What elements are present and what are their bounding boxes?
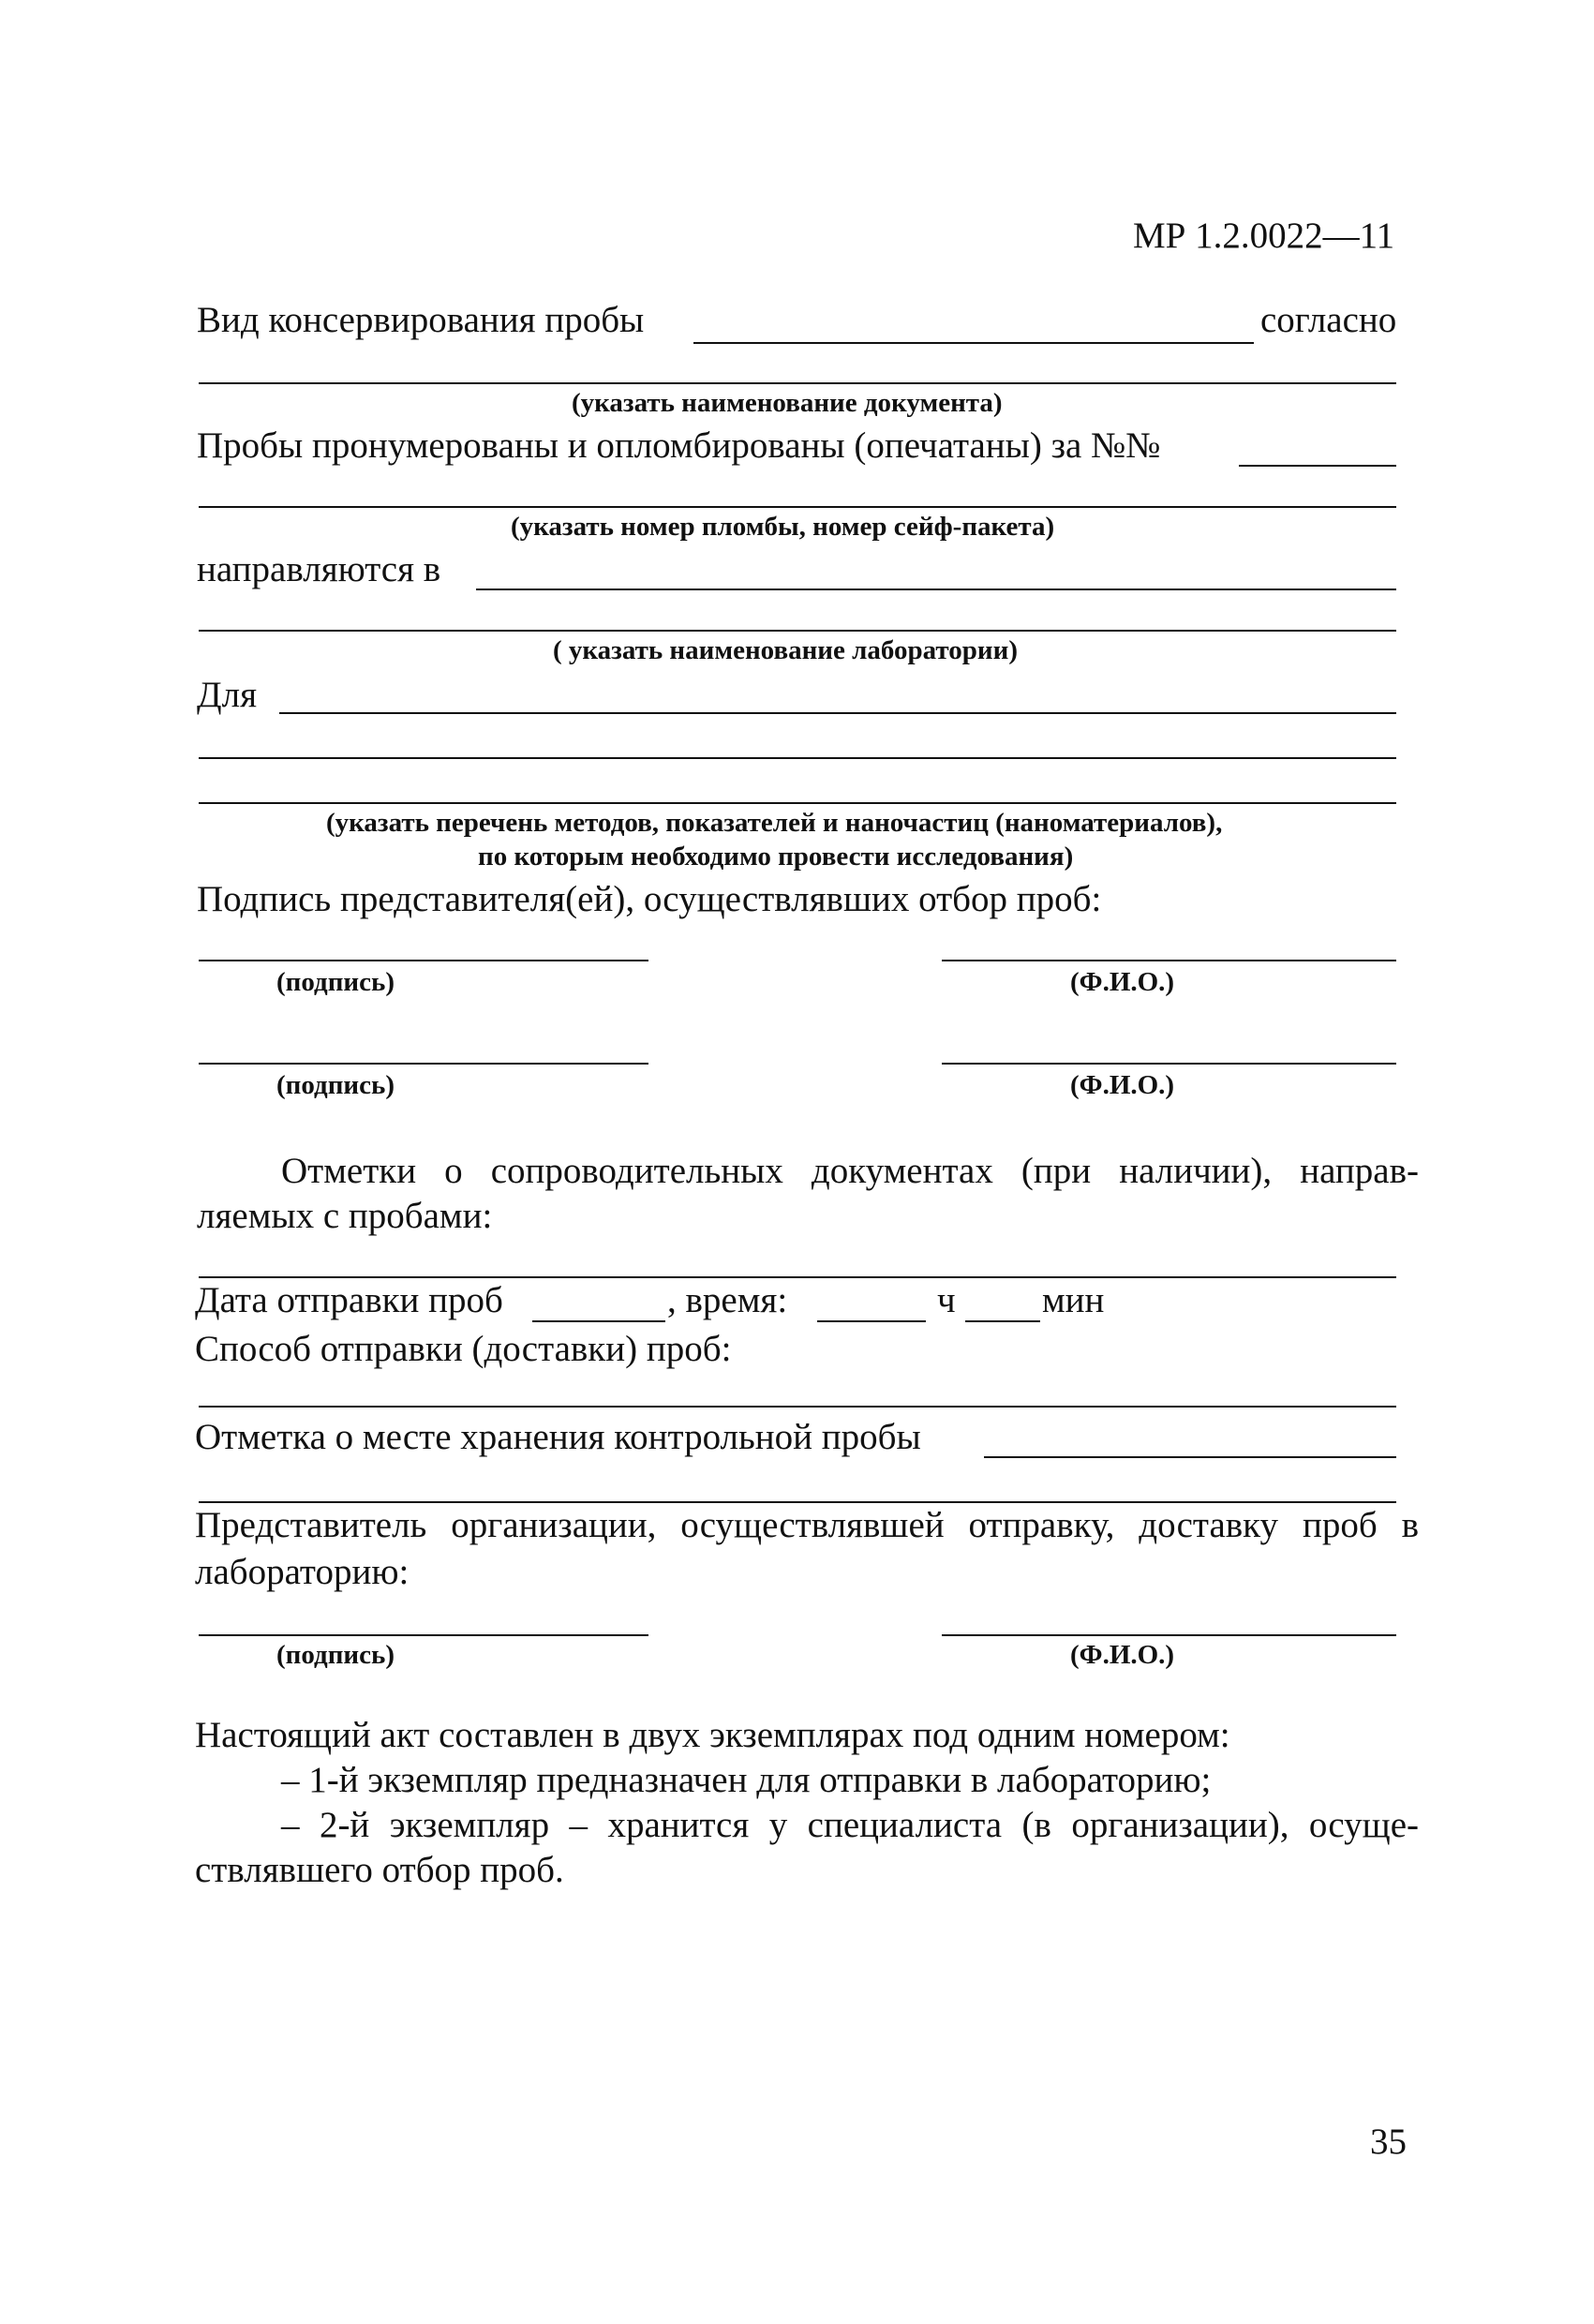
for-label: Для [197,675,258,715]
date-field-line[interactable] [532,1320,665,1322]
copy-two-note-line-1: – 2-й экземпляр – хранится у специалиста (в организации), осуще- [281,1805,1419,1845]
sent-to-line-2[interactable] [199,630,1396,632]
preservation-label: Вид консервирования пробы [197,300,645,340]
for-field-line-2[interactable] [199,757,1396,759]
page-number: 35 [1370,2122,1407,2162]
fio-line-1[interactable] [942,960,1396,961]
fio-line-2[interactable] [942,1063,1396,1065]
time-label: , время: [667,1280,788,1320]
shipping-method-label: Способ отправки (доставки) проб: [195,1329,732,1369]
shipping-method-field-line[interactable] [199,1406,1396,1408]
methods-hint-line-1: (указать перечень методов, показателей и наночастиц (наноматериалов), [326,808,1223,838]
representative-signature-line[interactable] [199,1634,648,1636]
signature-line-2[interactable] [199,1063,648,1065]
docs-note-line-1: Отметки о сопроводительных документах (при наличии), направ- [281,1151,1419,1191]
document-name-line[interactable] [199,382,1396,384]
signature-title: Подпись представителя(ей), осуществлявших отбор проб: [197,879,1102,919]
act-intro: Настоящий акт составлен в двух экземплярах под одним номером: [195,1715,1230,1755]
lab-name-hint: ( указать наименование лаборатории) [553,635,1018,665]
signature-hint-1: (подпись) [276,967,395,997]
for-field-line-1[interactable] [279,712,1396,714]
sent-to-label: направляются в [197,549,441,589]
preservation-field-line[interactable] [693,342,1254,344]
hour-label: ч [937,1280,956,1320]
docs-note-line-2: ляемых с пробами: [197,1196,493,1236]
hour-field-line[interactable] [817,1320,926,1322]
copy-one-note: – 1-й экземпляр предназначен для отправки в лабораторию; [281,1760,1212,1800]
representative-line-2: лабораторию: [195,1552,410,1592]
seal-number-field-line[interactable] [1239,465,1396,467]
fio-hint-2: (Ф.И.О.) [1070,1070,1175,1100]
fio-hint-1: (Ф.И.О.) [1070,967,1175,997]
date-label: Дата отправки проб [195,1280,503,1320]
seal-number-line-2[interactable] [199,506,1396,508]
sent-to-field-line[interactable] [476,588,1396,590]
representative-signature-hint: (подпись) [276,1640,395,1670]
preservation-suffix: согласно [1260,300,1397,340]
representative-fio-line[interactable] [942,1634,1396,1636]
minute-label: мин [1042,1280,1105,1320]
representative-fio-hint: (Ф.И.О.) [1070,1640,1175,1670]
signature-hint-2: (подпись) [276,1070,395,1100]
methods-hint-line-2: по которым необходимо провести исследования) [478,842,1074,872]
representative-line-1: Представитель организации, осуществлявшей отправку, доставку проб в [195,1505,1419,1545]
signature-line-1[interactable] [199,960,648,961]
storage-field-line[interactable] [984,1456,1396,1458]
document-name-hint: (указать наименование документа) [572,388,1003,418]
seal-number-hint: (указать номер пломбы, номер сейф-пакета) [511,512,1055,542]
minute-field-line[interactable] [965,1320,1040,1322]
for-field-line-3[interactable] [199,802,1396,804]
copy-two-note-line-2: ствлявшего отбор проб. [195,1850,564,1890]
storage-label: Отметка о месте хранения контрольной пробы [195,1417,921,1457]
document-code: МР 1.2.0022—11 [1133,216,1395,256]
sealed-label: Пробы пронумерованы и опломбированы (опечатаны) за №№ [197,425,1161,466]
